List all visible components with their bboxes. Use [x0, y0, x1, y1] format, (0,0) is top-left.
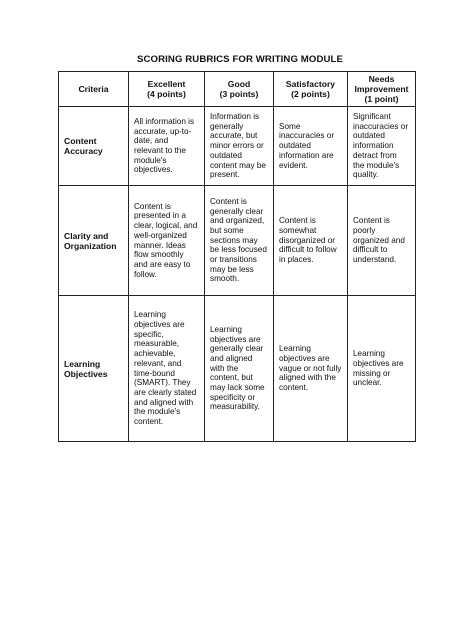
satisfactory-cell: Learning objectives are vague or not fully aligned with the content.	[274, 296, 348, 442]
header-satisfactory: Satisfactory (2 points)	[274, 72, 348, 107]
criteria-cell: Content Accuracy	[59, 107, 129, 186]
good-cell: Information is generally accurate, but minor errors or outdated content may be present.	[205, 107, 274, 186]
table-row	[59, 186, 416, 296]
table-row	[59, 296, 416, 442]
needs-improvement-cell: Content is poorly organized and difficult to understand.	[348, 186, 416, 296]
table-header-row	[59, 72, 416, 107]
header-criteria: Criteria	[59, 72, 129, 107]
needs-improvement-cell: Significant inaccuracies or outdated information detract from the module's quality.	[348, 107, 416, 186]
header-excellent: Excellent (4 points)	[129, 72, 205, 107]
criteria-cell: Clarity and Organization	[59, 186, 129, 296]
header-good: Good (3 points)	[205, 72, 274, 107]
needs-improvement-cell: Learning objectives are missing or unclear.	[348, 296, 416, 442]
good-cell: Learning objectives are generally clear and aligned with the content, but may lack some specificity or measurability.	[205, 296, 274, 442]
header-needs-improvement: Needs Improvement (1 point)	[348, 72, 416, 107]
table-row	[59, 107, 416, 186]
document-title: SCORING RUBRICS FOR WRITING MODULE	[137, 54, 343, 65]
satisfactory-cell: Content is somewhat disorganized or difficult to follow in places.	[274, 186, 348, 296]
good-cell: Content is generally clear and organized, but some sections may be less focused or transitions may be less smooth.	[205, 186, 274, 296]
excellent-cell: All information is accurate, up-to-date, and relevant to the module's objectives.	[129, 107, 205, 186]
scoring-rubric-table	[58, 71, 416, 442]
excellent-cell: Content is presented in a clear, logical, and well-organized manner. Ideas flow smoothly and are easy to follow.	[129, 186, 205, 296]
excellent-cell: Learning objectives are specific, measurable, achievable, relevant, and time-bound (SMART). They are clearly stated and aligned with the module's content.	[129, 296, 205, 442]
criteria-cell: Learning Objectives	[59, 296, 129, 442]
satisfactory-cell: Some inaccuracies or outdated information are evident.	[274, 107, 348, 186]
